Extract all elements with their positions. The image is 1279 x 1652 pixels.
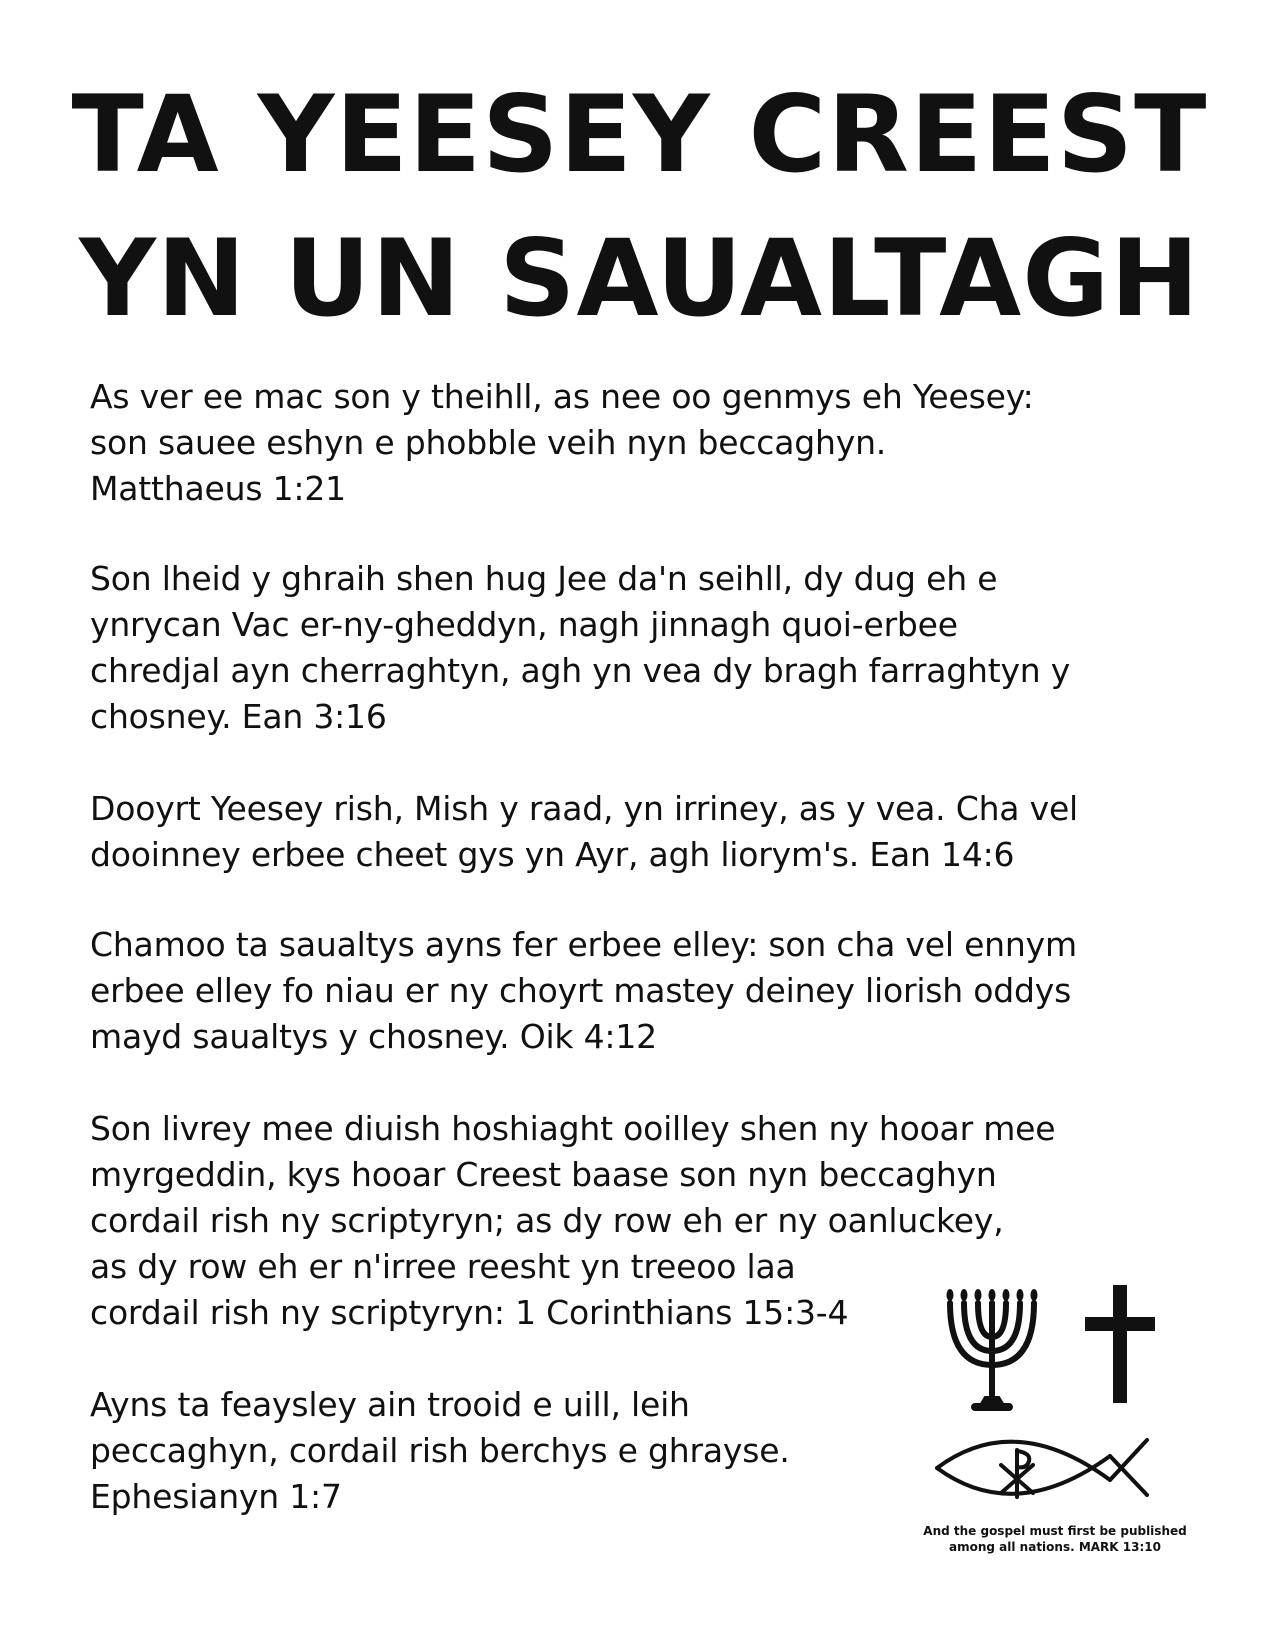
cross-icon: [1085, 1285, 1155, 1403]
ichthys-chi-rho-icon: [937, 1440, 1147, 1497]
verse-ephesians-1-7: Ayns ta feaysley ain trooid e uill, leih peccaghyn, cordail rish berchys e ghrayse. Ephesianyn 1:7: [90, 1385, 790, 1516]
footer-line-2: among all nations. MARK 13:10: [949, 1540, 1161, 1554]
menorah-flames: [947, 1289, 1038, 1301]
page-title-line-1: TA YEESEY CREEST: [71, 73, 1208, 196]
verse-john-3-16: Son lheid y ghraih shen hug Jee da'n seihll, dy dug eh e ynrycan Vac er-ny-gheddyn, nagh jinnagh quoi-erbee chredjal ayn cherraghtyn, agh yn vea dy bragh farraghtyn y chosney. Ean 3:16: [90, 559, 1071, 736]
verse-matthew-1-21: As ver ee mac son y theihll, as nee oo genmys eh Yeesey: son sauee eshyn e phobble veih nyn beccaghyn. Matthaeus 1:21: [90, 377, 1034, 508]
symbols-group: [935, 1285, 1185, 1525]
footer-line-1: And the gospel must first be published: [923, 1524, 1187, 1538]
page-title-line-2: YN UN SAUALTAGH: [79, 217, 1200, 340]
menorah-icon: [950, 1303, 1034, 1407]
footer-scripture-note: [905, 1523, 1205, 1555]
verse-1-corinthians-15-3-4: Son livrey mee diuish hoshiaght ooilley shen ny hooar mee myrgeddin, kys hooar Creest baase son nyn beccaghyn cordail rish ny scriptyryn; as dy row eh er ny oanluckey, as dy row eh er n'irree reesht yn treeoo laa cordail rish ny scriptyryn: 1 Corinthians 15:3-4: [90, 1109, 1056, 1332]
verse-john-14-6: Dooyrt Yeesey rish, Mish y raad, yn irriney, as y vea. Cha vel dooinney erbee cheet gys yn Ayr, agh liorym's. Ean 14:6: [90, 789, 1079, 874]
verse-acts-4-12: Chamoo ta saualtys ayns fer erbee elley: son cha vel ennym erbee elley fo niau er ny choyrt mastey deiney liorish oddys mayd saualtys y chosney. Oik 4:12: [90, 925, 1077, 1056]
